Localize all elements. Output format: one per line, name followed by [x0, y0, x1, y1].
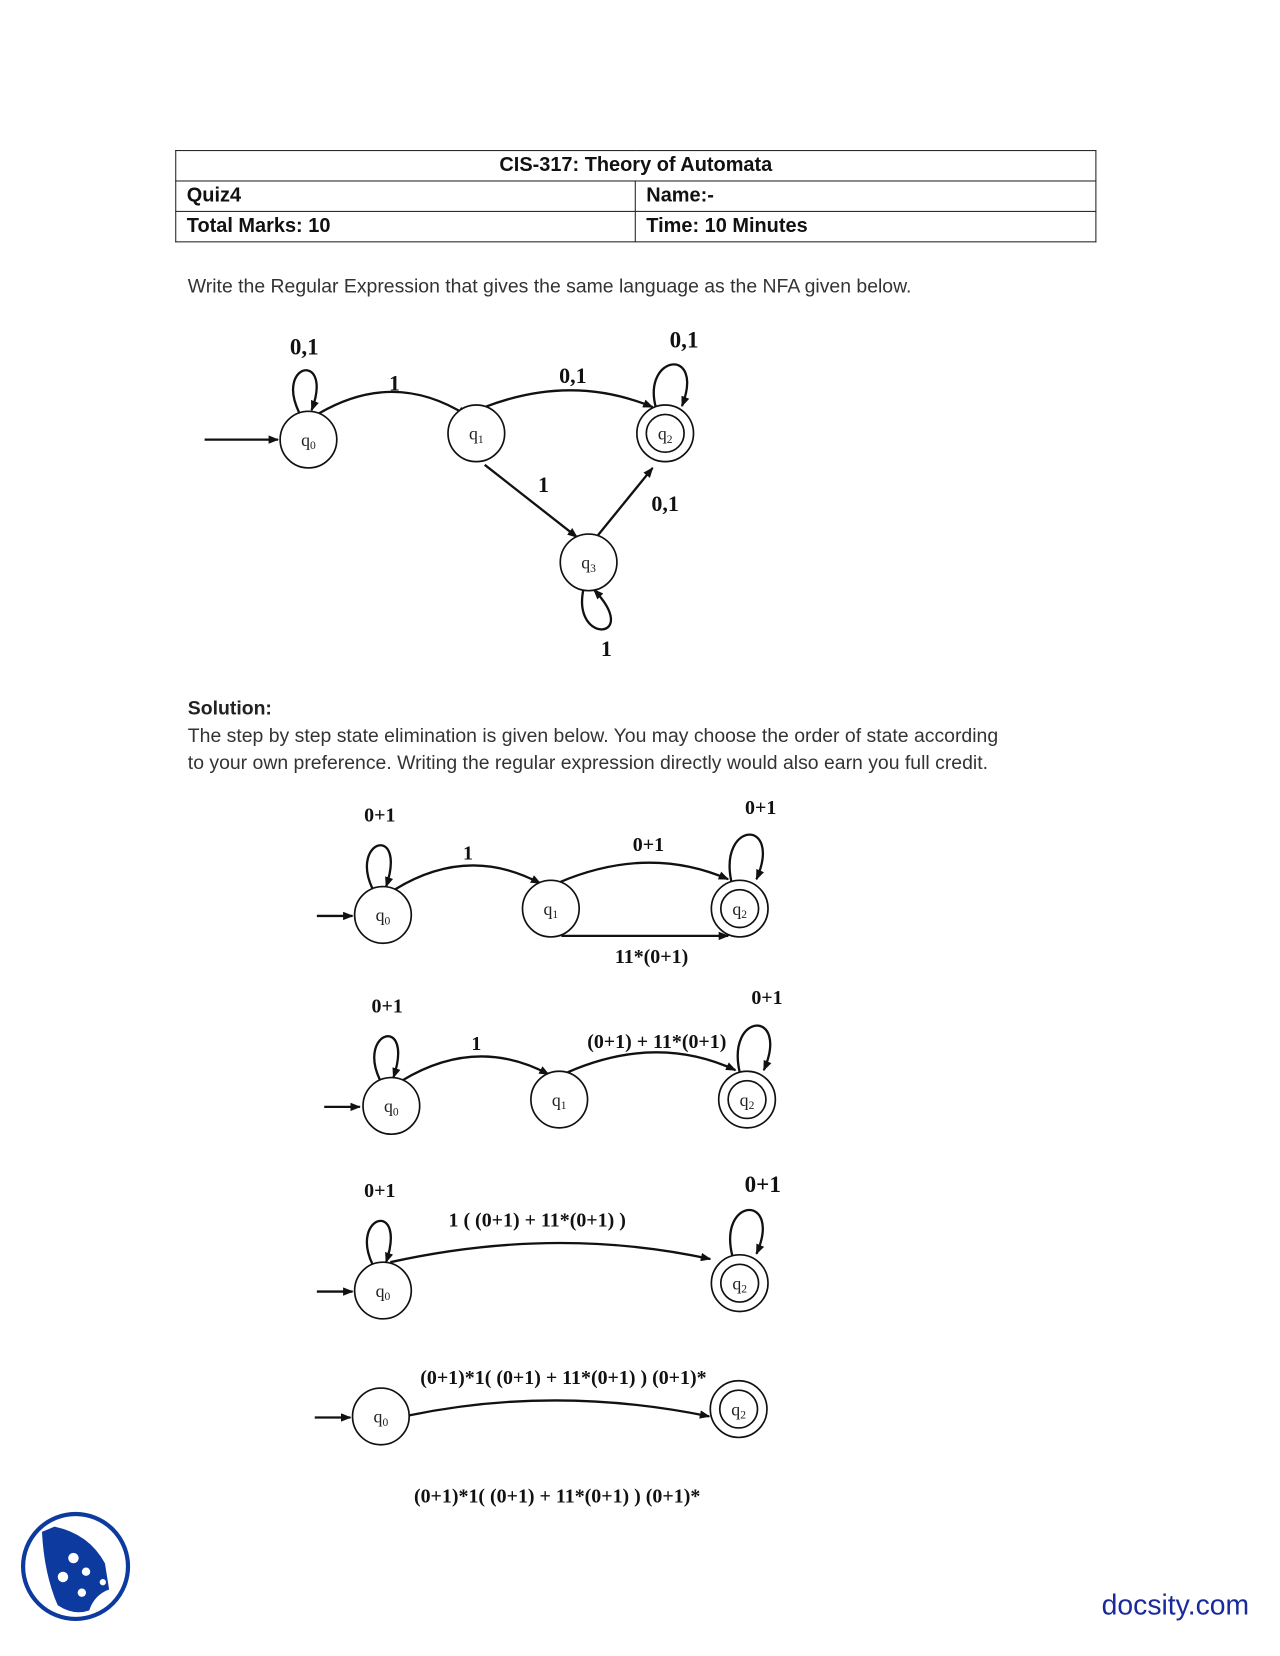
question-text: Write the Regular Expression that gives the same language as the NFA given below. [187, 274, 912, 297]
state-q2-label: q2 [739, 1089, 755, 1113]
step4-diagram [315, 1367, 767, 1445]
edge-q1-q3 [485, 465, 577, 537]
state-q0-label: q0 [301, 429, 316, 453]
edge-q1-q2 [485, 390, 653, 407]
state-q1-label: q1 [468, 423, 484, 446]
label-q1-q2-bottom: 11*(0+1) [614, 946, 689, 969]
solution-text-line1: The step by step state elimination is given below. You may choose the order of state according [187, 723, 999, 746]
state-q0-label: q0 [375, 905, 391, 928]
nfa-diagram [205, 326, 699, 660]
state-q3-label: q3 [581, 552, 596, 575]
course-title: CIS-317: Theory of Automata [176, 151, 1096, 181]
edge-q0-loop [367, 1221, 391, 1264]
state-q2-label: q2 [732, 898, 748, 922]
label-q2-loop: 0+1 [751, 987, 783, 1010]
label-q1-q3: 1 [537, 472, 549, 498]
edge-q1-q2 [568, 1052, 736, 1072]
label-q3-q2: 0,1 [651, 490, 679, 516]
final-answer: (0+1)*1( (0+1) + 11*(0+1) ) (0+1)* [413, 1485, 701, 1508]
edge-q3-loop [582, 590, 611, 630]
edge-q3-q2 [598, 468, 653, 535]
step2-diagram [324, 987, 782, 1134]
edge-q0-q1 [402, 1056, 549, 1080]
label-q0-loop: 0,1 [289, 333, 319, 360]
label-q0-q1: 1 [471, 1033, 482, 1056]
edge-q0-q1 [394, 865, 540, 889]
docsity-logo [23, 1514, 128, 1619]
label-q0-q2: (0+1)*1( (0+1) + 11*(0+1) ) (0+1)* [420, 1366, 707, 1389]
edge-q1-q2-top [559, 863, 728, 883]
state-q0-label: q0 [375, 1280, 391, 1303]
label-q0-loop: 0+1 [371, 995, 403, 1018]
label-q0-loop: 0+1 [364, 804, 396, 827]
state-q1-label: q1 [543, 898, 559, 922]
edge-q0-loop [374, 1036, 398, 1079]
label-q1-q2: (0+1) + 11*(0+1) [587, 1031, 727, 1054]
state-q1-label: q1 [551, 1089, 567, 1113]
label-q0-q1: 1 [462, 842, 473, 865]
total-marks: Total Marks: 10 [176, 211, 636, 241]
label-q1-q2: 0,1 [559, 362, 587, 388]
solution-text-line2: to your own preference. Writing the regular expression directly would also earn you full credit. [187, 751, 988, 774]
label-q2-loop: 0,1 [669, 326, 699, 353]
label-q0-loop: 0+1 [364, 1180, 396, 1203]
label-q2-loop: 0+1 [744, 1170, 781, 1197]
edge-q0-q2 [390, 1243, 710, 1262]
label-q0-q2: 1 ( (0+1) + 11*(0+1) ) [448, 1209, 626, 1232]
quiz-label: Quiz4 [176, 181, 636, 211]
time-limit: Time: 10 Minutes [635, 211, 1096, 241]
state-q2-label: q2 [657, 423, 673, 446]
step1-diagram [317, 797, 776, 968]
edge-q2-loop [730, 1210, 763, 1256]
solution-heading: Solution: [187, 696, 272, 719]
label-q1-q2-top: 0+1 [632, 833, 665, 856]
edge-q2-loop [730, 835, 763, 882]
state-q0-label: q0 [373, 1406, 389, 1429]
label-q2-loop: 0+1 [745, 797, 777, 820]
edge-q0-q2 [409, 1400, 709, 1416]
state-q2-label: q2 [732, 1273, 748, 1296]
edge-q2-loop [654, 364, 687, 407]
label-q3-loop: 1 [600, 635, 612, 661]
edge-q0-q1 [319, 392, 467, 416]
docsity-brand-link[interactable]: docsity.com [1101, 1589, 1250, 1622]
name-label: Name:- [635, 181, 1096, 211]
label-q0-q1: 1 [388, 370, 401, 396]
edge-q0-loop [293, 370, 317, 412]
edge-q2-loop [738, 1026, 770, 1073]
edge-q0-loop [367, 845, 391, 888]
state-q2-label: q2 [731, 1399, 746, 1422]
step3-diagram [317, 1171, 781, 1319]
state-q0-label: q0 [384, 1096, 399, 1119]
